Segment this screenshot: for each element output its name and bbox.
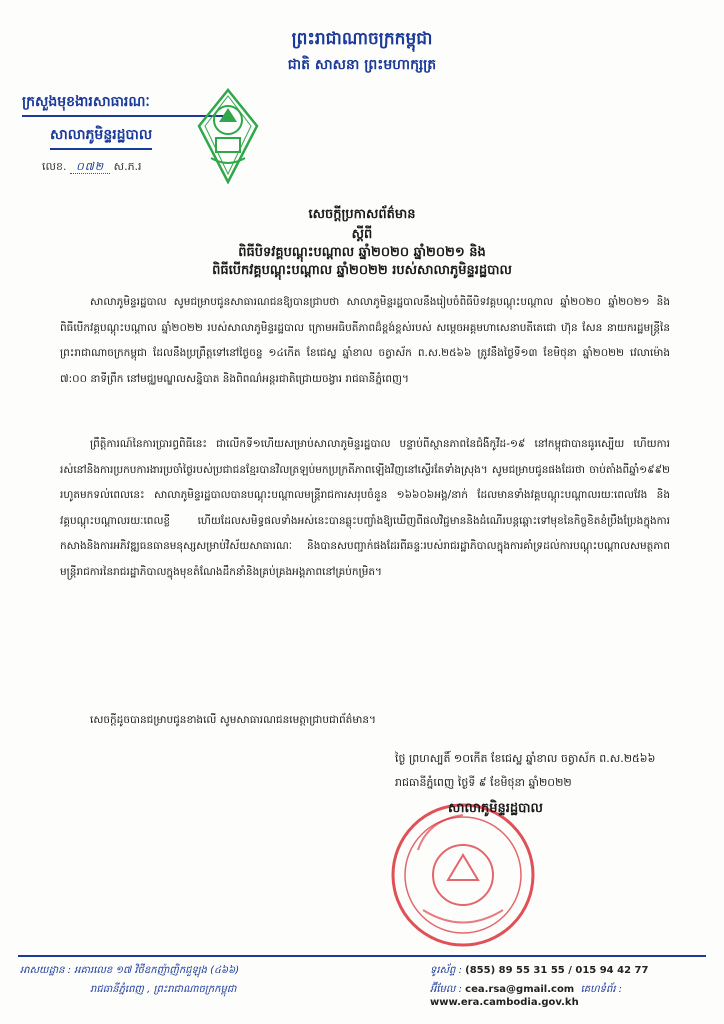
notice-subject-line2: ពិធីបើកវគ្គបណ្តុះបណ្តាល ឆ្នាំ២០២២ របស់សាលាភូមិន្ទរដ្ឋបាល (212, 263, 512, 278)
footer-address-line2: រាជធានីភ្នំពេញ , ព្រះរាជាណាចក្រកម្ពុជា (90, 984, 237, 995)
footer-contact: អ៊ីមែល : cea.rsa@gmail.com គេហទំព័រ : www.era.cambodia.gov.kh (430, 984, 623, 1008)
notice-subject-line1: ពិធីបិទវគ្គបណ្តុះបណ្តាល ឆ្នាំ២០២០ ឆ្នាំ២០២១ និង (238, 245, 486, 260)
footer-divider (18, 955, 706, 957)
ref-number-value: ០៧២ (70, 160, 110, 174)
notice-subject-label: ស្តីពី (351, 227, 373, 242)
reference-number: លេខ. ០៧២ ស.ភ.រ (42, 160, 142, 173)
school-logo-icon (197, 88, 259, 184)
signer-name: សាលាភូមិន្ទរដ្ឋបាល (448, 801, 543, 816)
notice-title: សេចក្តីប្រកាសព័ត៌មាន (308, 207, 416, 222)
school-name: សាលាភូមិន្ទរដ្ឋបាល (50, 125, 152, 150)
body-paragraph-1: សាលាភូមិន្ទរដ្ឋបាល សូមជម្រាបជូនសាធារណជនឱ្យបានជ្រាបថា សាលាភូមិន្ទរដ្ឋបាលនឹងរៀបចំពិធីបិទវគ្គបណ្តុះបណ្តាល ឆ្នាំ២០២០ ឆ្នាំ២០២១ និងពិធីបើកវគ្គបណ្តុះបណ្តាល ឆ្នាំ២០២២ របស់សាលាភូមិន្ទរដ្ឋបាល ក្រោមអធិបតីភាពដ៏ខ្ពង់ខ្ពស់របស់ សម្តេចអគ្គមហាសេនាបតីតេជោ ហ៊ុន សែន នាយករដ្ឋមន្ត្រីនៃព្រះរាជាណាចក្រកម្ពុជា ដែលនឹងប្រព្រឹត្តទៅនៅថ្ងៃចន្ទ ១៤កើត ខែជេស្ឋ ឆ្នាំខាល ចត្វាស័ក ព.ស.២៥៦៦ ត្រូវនឹងថ្ងៃទី១៣ ខែមិថុនា ឆ្នាំ២០២២ វេលាម៉ោង ៧:០០ នាទីព្រឹក នៅមជ្ឈមណ្ឌលសន្និបាត និងពិពណ៌អន្តរជាតិជ្រោយចង្វារ រាជធានីភ្នំពេញ។ (60, 296, 670, 385)
official-stamp-icon (388, 800, 538, 950)
national-motto: ជាតិ សាសនា ព្រះមហាក្សត្រ (287, 57, 437, 73)
footer-phone: ទូរស័ព្ទ : (855) 89 55 31 55 / 015 94 42 77 (430, 965, 649, 976)
solar-date: រាជធានីភ្នំពេញ ថ្ងៃទី ៩ ខែមិថុនា ឆ្នាំ២០២២ (395, 776, 572, 789)
body-paragraph-2: ព្រឹត្តិការណ៍នៃការប្រារព្ធពិធីនេះ ជាលើកទី១ហើយសម្រាប់សាលាភូមិន្ទរដ្ឋបាល បន្ទាប់ពីស្ថានភាពនៃជំងឺកូវីដ-១៩ នៅកម្ពុជាបានធូរស្បើយ ហើយការរស់នៅនិងការប្រកបការងារប្រចាំថ្ងៃរបស់ប្រជាជនខ្មែរបានវិលត្រឡប់មកប្រក្រតីភាពឡើងវិញនៅស្ទើរតែទាំងស្រុង។ សូមជម្រាបជូនផងដែរថា ចាប់តាំងពីឆ្នាំ១៩៩២ រហូតមកទល់ពេលនេះ សាលាភូមិន្ទរដ្ឋបាលបានបណ្តុះបណ្តាលមន្ត្រីរាជការសរុបចំនួន ១៦៦០៦អង្គ/នាក់ ដែលមានទាំងវគ្គបណ្តុះបណ្តាលរយៈពេលវែង និងវគ្គបណ្តុះបណ្តាលរយៈពេលខ្លី ហើយដែលសមិទ្ធផលទាំងអស់នេះបានឆ្លុះបញ្ចាំងឱ្យឃើញពីផលវិជ្ជមាននិងដំណើរបន្តឆ្ពោះទៅមុខនៃកិច្ចខិតខំប្រឹងប្រែងក្នុងការកសាងនិងការអភិវឌ្ឍធនធានមនុស្សសម្រាប់វិស័យសាធារណៈ និងបានសបញ្ជាក់ផងដែរពីឆន្ទៈរបស់រាជរដ្ឋាភិបាលក្នុងការគាំទ្រដល់ការបណ្តុះបណ្តាលសមត្ថភាពមន្ត្រីរាជការនៃរាជរដ្ឋាភិបាលក្នុងមុខតំណែងដឹកនាំនិងគ្រប់គ្រងអង្គភាពនៅគ្រប់កម្រិត។ (60, 438, 670, 578)
lunar-date: ថ្ងៃ ព្រហស្បតិ៍ ១០កើត ខែជេស្ឋ ឆ្នាំខាល ចត្វាស័ក ព.ស.២៥៦៦ (395, 752, 656, 765)
ministry-name: ក្រសួងមុខងារសាធារណៈ (22, 92, 227, 117)
kingdom-heading: ព្រះរាជាណាចក្រកម្ពុជា (291, 29, 433, 49)
body-paragraph-3: សេចក្តីដូចបានជម្រាបជូនខាងលើ សូមសាធារណជនមេត្តាជ្រាបជាព័ត៌មាន។ (90, 714, 376, 726)
footer-address: អាសយដ្ឋាន : អគារលេខ ១៧ វិថីឧកញ៉ាញិកជួឡុង (៤៦៦) (20, 965, 240, 976)
